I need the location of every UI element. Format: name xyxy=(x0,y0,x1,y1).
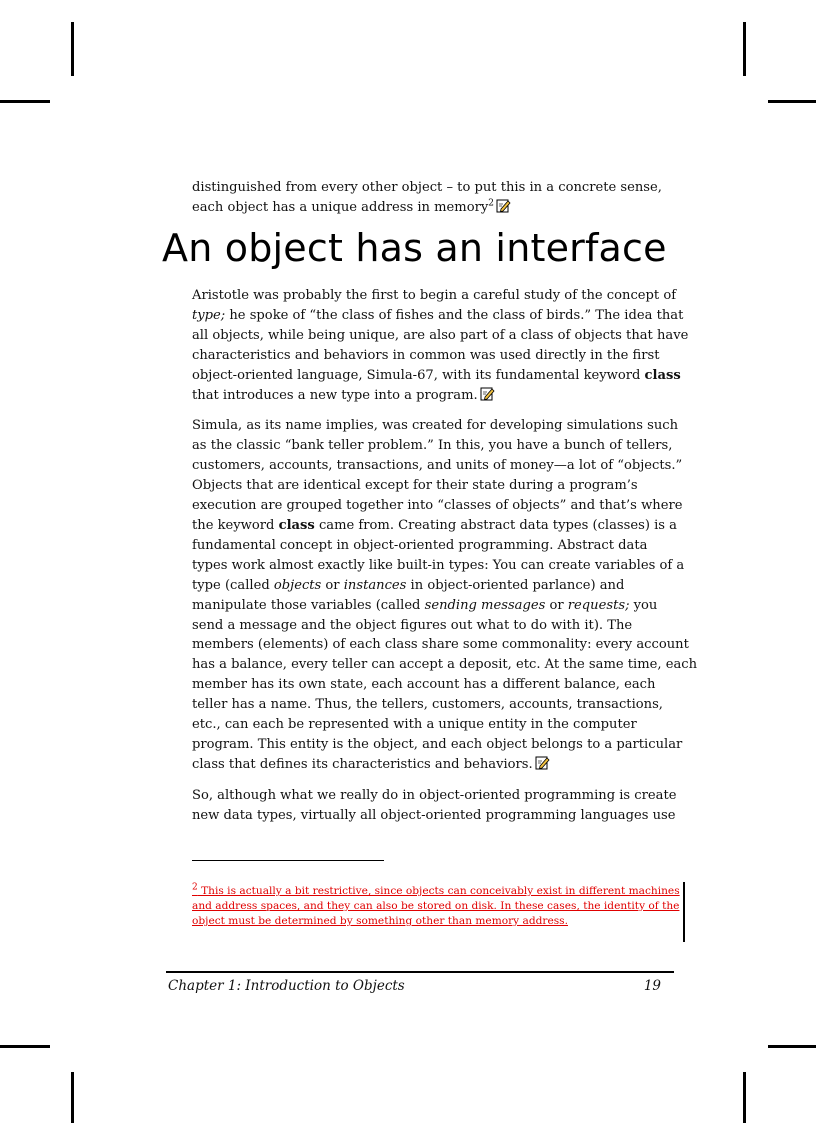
text-line: distinguished from every other object – to put this in a concrete sense, xyxy=(192,180,662,195)
note-edit-icon[interactable] xyxy=(496,198,511,213)
text-line xyxy=(192,198,674,218)
crop-mark-top-left-horizontal xyxy=(0,100,50,103)
chapter-title: Chapter 1: Introduction to Objects xyxy=(168,978,405,994)
text-line: Objects that are identical except for their state during a program’s xyxy=(192,478,638,494)
footnote-number: 2 xyxy=(192,882,198,893)
text-line xyxy=(192,366,681,386)
text-line: all objects, while being unique, are also part of a class of objects that have xyxy=(192,327,689,343)
paragraph-1 xyxy=(192,286,689,405)
text-run: in object-oriented parlance) and xyxy=(406,577,625,593)
footnote-line[interactable]: and address spaces, and they can also be stored on disk. In these cases, the identity of the xyxy=(192,900,680,912)
text-run: class that defines its characteristics and behaviors. xyxy=(192,756,533,772)
text-run: or xyxy=(545,597,568,613)
text-line: send a message and the object figures out what to do with it). The xyxy=(192,617,633,633)
crop-mark-top-right-horizontal xyxy=(768,100,816,103)
italic-run: sending messages xyxy=(424,597,546,613)
text-line: member has its own state, each account has a different balance, each xyxy=(192,677,656,693)
note-edit-icon[interactable] xyxy=(480,386,495,401)
footer-rule xyxy=(166,971,674,973)
paragraph-3 xyxy=(192,786,677,826)
text-line: Aristotle was probably the first to begin a careful study of the concept of xyxy=(192,288,677,303)
text-run: This is actually a bit restrictive, since objects can conceivably exist in different machines xyxy=(197,885,680,897)
italic-run: requests; xyxy=(567,597,630,613)
crop-mark-bottom-right-horizontal xyxy=(768,1045,816,1048)
text-line xyxy=(192,516,677,536)
text-line xyxy=(192,306,684,326)
section-body xyxy=(192,286,698,837)
italic-run: type; xyxy=(192,307,226,323)
text-line: program. This entity is the object, and each object belongs to a particular xyxy=(192,736,683,752)
footnote[interactable] xyxy=(192,882,680,929)
text-line: execution are grouped together into “classes of objects” and that’s where xyxy=(192,498,683,514)
crop-mark-top-right-vertical xyxy=(743,22,746,76)
paragraph-2 xyxy=(192,416,698,774)
text-run: type (called xyxy=(192,577,274,593)
text-line: new data types, virtually all object-oriented programming languages use xyxy=(192,807,676,823)
text-line: has a balance, every teller can accept a deposit, etc. At the same time, each xyxy=(192,657,698,673)
note-edit-icon[interactable] xyxy=(535,755,550,770)
section-heading: An object has an interface xyxy=(162,226,667,270)
intro-paragraph xyxy=(192,178,674,218)
text-line: types work almost exactly like built-in types: You can create variables of a xyxy=(192,557,685,573)
text-run: came from. Creating abstract data types (classes) is a xyxy=(314,517,677,533)
revision-change-bar xyxy=(683,882,685,942)
italic-run: objects xyxy=(273,577,322,593)
footnote-separator xyxy=(192,860,384,861)
text-run: manipulate those variables (called xyxy=(192,597,425,613)
text-line: members (elements) of each class share some commonality: every account xyxy=(192,637,689,653)
text-line xyxy=(192,576,674,596)
text-line: teller has a name. Thus, the tellers, customers, accounts, transactions, xyxy=(192,697,663,713)
crop-mark-top-left-vertical xyxy=(71,22,74,76)
footnote-line[interactable] xyxy=(192,882,680,899)
text-line: fundamental concept in object-oriented programming. Abstract data xyxy=(192,537,648,553)
footnote-reference[interactable]: 2 xyxy=(488,198,494,209)
text-run: you xyxy=(629,597,658,613)
text-line: So, although what we really do in object-oriented programming is create xyxy=(192,787,677,803)
text-line xyxy=(192,386,674,406)
keyword-class: class xyxy=(278,517,315,533)
crop-mark-bottom-right-vertical xyxy=(743,1072,746,1123)
italic-run: instances xyxy=(343,577,407,593)
text-line: Simula, as its name implies, was created for developing simulations such xyxy=(192,418,679,434)
page-number: 19 xyxy=(643,978,661,994)
text-run: that introduces a new type into a program. xyxy=(192,387,478,403)
text-line: etc., can each be represented with a unique entity in the computer xyxy=(192,717,637,733)
footnote-line[interactable]: object must be determined by something other than memory address. xyxy=(192,915,568,927)
text-run: or xyxy=(321,577,344,593)
text-line: customers, accounts, transactions, and units of money—a lot of “objects.” xyxy=(192,458,683,474)
text-line xyxy=(192,755,674,775)
text-run: he spoke of “the class of fishes and the class of birds.” The idea that xyxy=(225,307,684,323)
crop-mark-bottom-left-vertical xyxy=(71,1072,74,1123)
keyword-class: class xyxy=(644,367,681,383)
text-line: as the classic “bank teller problem.” In this, you have a bunch of tellers, xyxy=(192,438,673,454)
text-run: the keyword xyxy=(192,517,279,533)
crop-mark-bottom-left-horizontal xyxy=(0,1045,50,1048)
text-line: characteristics and behaviors in common was used directly in the first xyxy=(192,347,660,363)
text-line xyxy=(192,596,674,616)
text-run: object-oriented language, Simula-67, with its fundamental keyword xyxy=(192,367,645,383)
page-body xyxy=(192,178,674,218)
text-run: each object has a unique address in memory xyxy=(192,199,489,215)
